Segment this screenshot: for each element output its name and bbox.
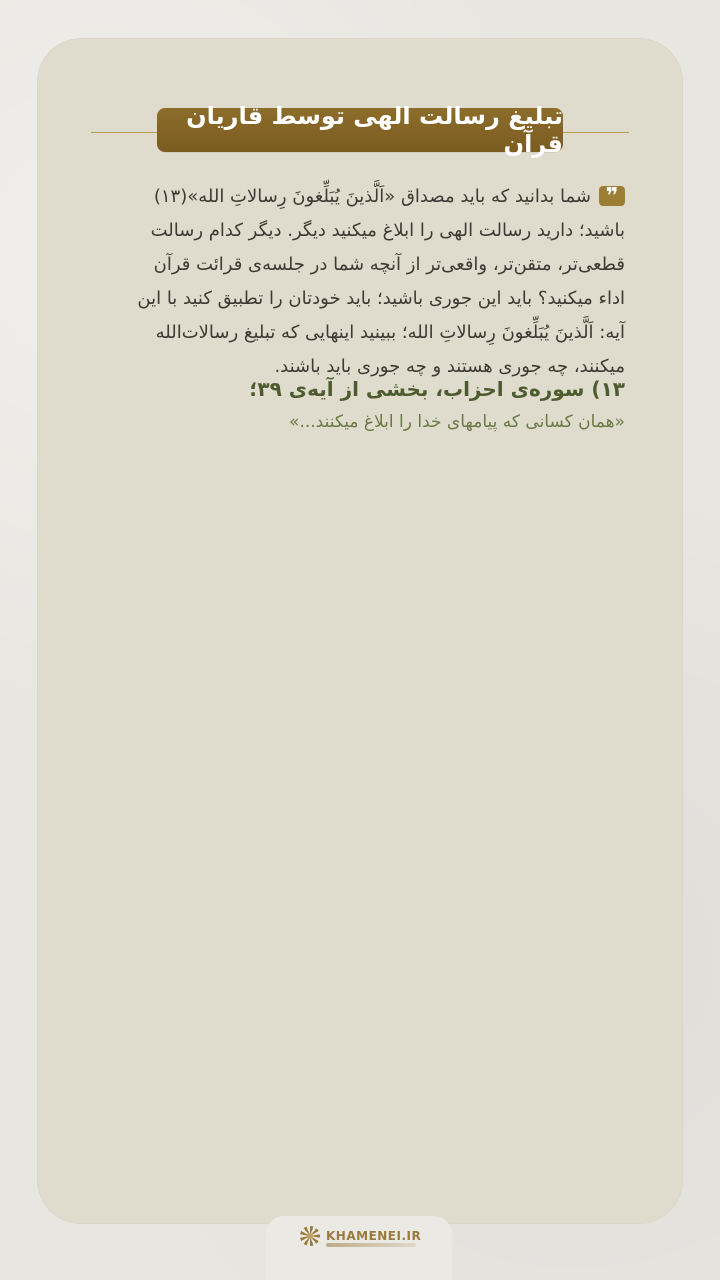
- title-section: [37, 102, 683, 158]
- logo-icon: [300, 1226, 320, 1246]
- reference-subtitle: «همان کسانی که پیامهای خدا را ابلاغ میکنند...»: [289, 412, 625, 432]
- body-line: میکنند، چه جوری هستند و چه جوری باید باشند.: [274, 356, 625, 377]
- content-card: [37, 38, 683, 1224]
- page-title: تبلیغ رسالت الهی توسط قاریان قرآن: [186, 102, 563, 158]
- body-line: شما بدانید که باید مصداق «اَلَّذینَ یُبَلِّغونَ رِسالاتِ الله»(۱۳): [153, 186, 591, 207]
- body-line: باشید؛ دارید رسالت الهی را ابلاغ میکنید دیگر. دیگر کدام رسالت: [150, 220, 625, 241]
- body-line: اداء میکنید؟ باید این جوری باشید؛ باید خودتان را تطبیق کنید با این: [137, 288, 625, 309]
- body-line: قطعی‌تر، متقن‌تر، واقعی‌تر از آنچه شما در جلسه‌ی قرائت قرآن: [153, 254, 625, 275]
- title-badge: [157, 102, 563, 158]
- brand-text: KHAMENEI.IR: [326, 1229, 422, 1243]
- body-line: آیه: اَلَّذینَ یُبَلِّغونَ رِسالاتِ الله؛ ببینید اینهایی که تبلیغ رسالات‌الله: [155, 322, 625, 343]
- body-text: [87, 180, 625, 384]
- brand-underline: [326, 1243, 416, 1247]
- reference-title: ۱۳) سوره‌ی احزاب، بخشی از آیه‌ی ۳۹؛: [249, 377, 625, 401]
- quote-mark-icon: ❞: [599, 186, 625, 206]
